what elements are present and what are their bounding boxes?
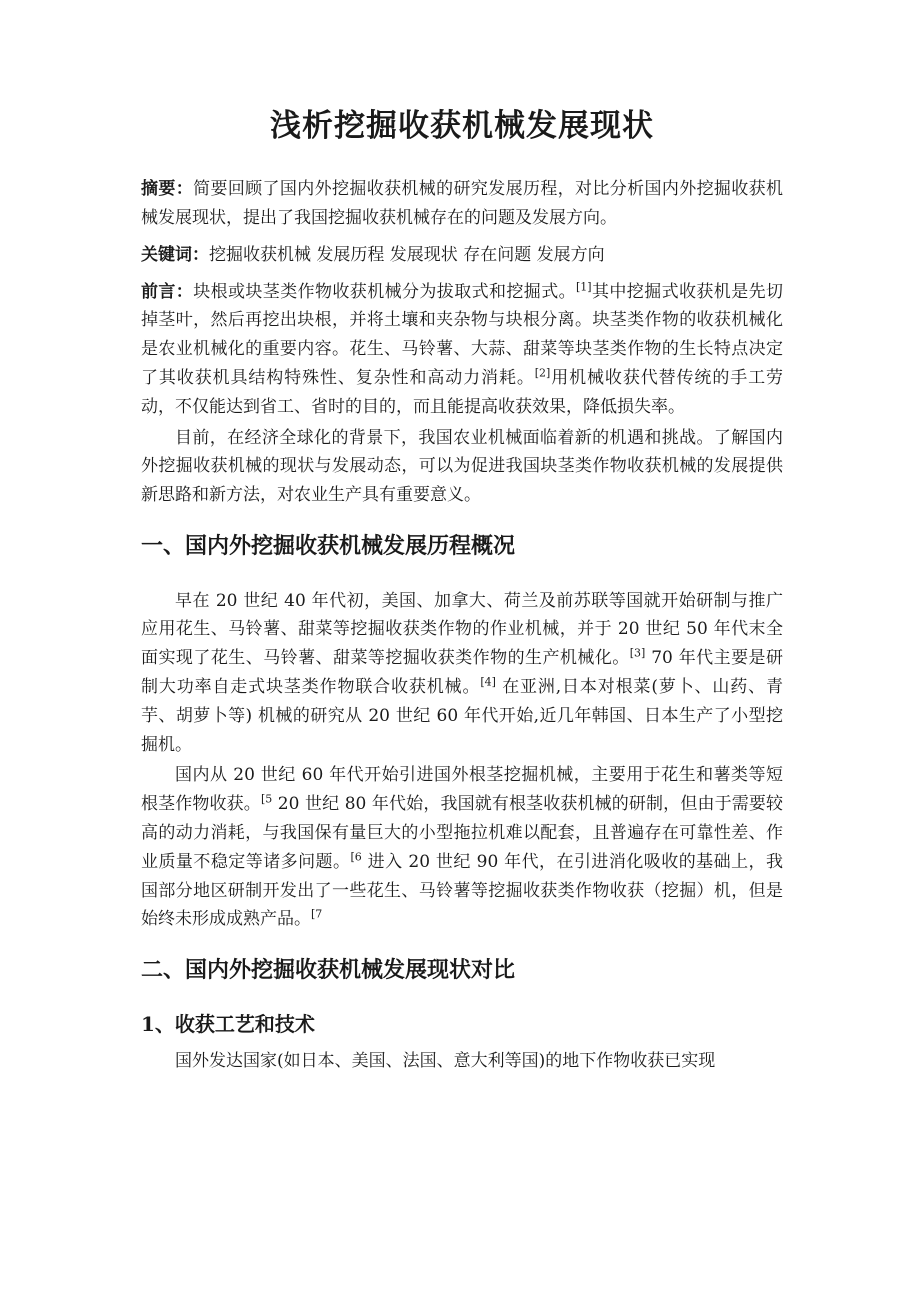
- preface-paragraph-2: 目前，在经济全球化的背景下，我国农业机械面临着新的机遇和挑战。了解国内外挖掘收获机械的现状与发展动态，可以为促进我国块茎类作物收获机械的发展提供新思路和新方法，对农业生产具有重要意义。: [141, 427, 783, 506]
- abstract: [141, 175, 783, 233]
- citation: [7: [311, 907, 323, 921]
- subsection-1-heading: 1、收获工艺和技术: [141, 1011, 315, 1036]
- citation: [2]: [534, 366, 551, 380]
- section-1-paragraph-1: [141, 587, 783, 760]
- citation: [4]: [480, 675, 496, 689]
- page-title: 浅析挖掘收获机械发展现状: [270, 108, 654, 144]
- citation: [3]: [629, 646, 646, 660]
- preface-text-c: 用机械收获代替传统的手工劳动，不仅能达到省工、省时的目的，而且能提高收获效果，降低损失率。: [141, 367, 784, 417]
- keywords: [141, 241, 783, 270]
- document-page: [141, 108, 783, 1084]
- section-1-text-a: 早在 20 世纪 40 年代初，美国、加拿大、荷兰及前苏联等国就开始研制与推广应用花生、马铃薯、甜菜等挖掘收获类作物的作业机械，并于 20 世纪 50 年代末全面实现了花生、马铃薯、甜菜等挖掘收获类作物的生产机械化。: [141, 590, 783, 669]
- section-1-paragraph-2: [141, 761, 783, 934]
- citation: [1]: [576, 279, 592, 293]
- section-1-heading: 一、国内外挖掘收获机械发展历程概况: [141, 532, 516, 559]
- preface-label: 前言：: [141, 281, 194, 302]
- section-1-text-b: 70 年代主要是研制大功率自走式块茎类作物联合收获机械。: [141, 648, 783, 697]
- section-1-p2-text-a: 国内从 20 世纪 60 年代开始引进国外根茎挖掘机械，主要用于花生和薯类等短根茎作物收获。: [141, 765, 783, 815]
- section-1-p2-text-b: 20 世纪 80 年代始，我国就有根茎收获机械的研制，但由于需要较高的动力消耗，与我国保有量巨大的小型拖拉机难以配套，且普遍存在可靠性差、作业质量不稳定等诸多问题。: [141, 794, 783, 872]
- citation: [6: [350, 850, 362, 864]
- section-1-p2-text-c: 进入 20 世纪 90 年代，在引进消化吸收的基础上，我国部分地区研制开发出了一些花生、马铃薯等挖掘收获类作物收获（挖掘）机，但是始终未形成成熟产品。: [141, 851, 783, 930]
- citation: [5: [260, 792, 273, 806]
- preface-text-b: 其中挖掘式收获机是先切掉茎叶，然后再挖出块根，并将土壤和夹杂物与块根分离。块茎类作物的收获机械化是农业机械化的重要内容。花生、马铃薯、大蒜、甜菜等块茎类作物的生长特点决定了其收获机具结构特殊性、复杂性和高动力消耗。: [141, 281, 784, 388]
- section-2-heading: 二、国内外挖掘收获机械发展现状对比: [141, 957, 516, 984]
- keywords-label: 关键词：: [141, 244, 209, 265]
- preface-paragraph: [141, 278, 783, 422]
- section-1-text-c: 在亚洲,日本对根菜(萝卜、山药、青芋、胡萝卜等) 机械的研究从 20 世纪 60 年代开始,近几年韩国、日本生产了小型挖掘机。: [141, 676, 783, 755]
- subsection-1-paragraph: 国外发达国家(如日本、美国、法国、意大利等国)的地下作物收获已实现: [175, 1050, 716, 1071]
- keywords-text: 挖掘收获机械 发展历程 发展现状 存在问题 发展方向: [209, 244, 605, 265]
- abstract-text: 简要回顾了国内外挖掘收获机械的研究发展历程，对比分析国内外挖掘收获机械发展现状，提出了我国挖掘收获机械存在的问题及发展方向。: [141, 179, 784, 228]
- abstract-label: 摘要：: [141, 179, 194, 200]
- preface-text-a: 块根或块茎类作物收获机械分为拔取式和挖掘式。: [193, 281, 577, 302]
